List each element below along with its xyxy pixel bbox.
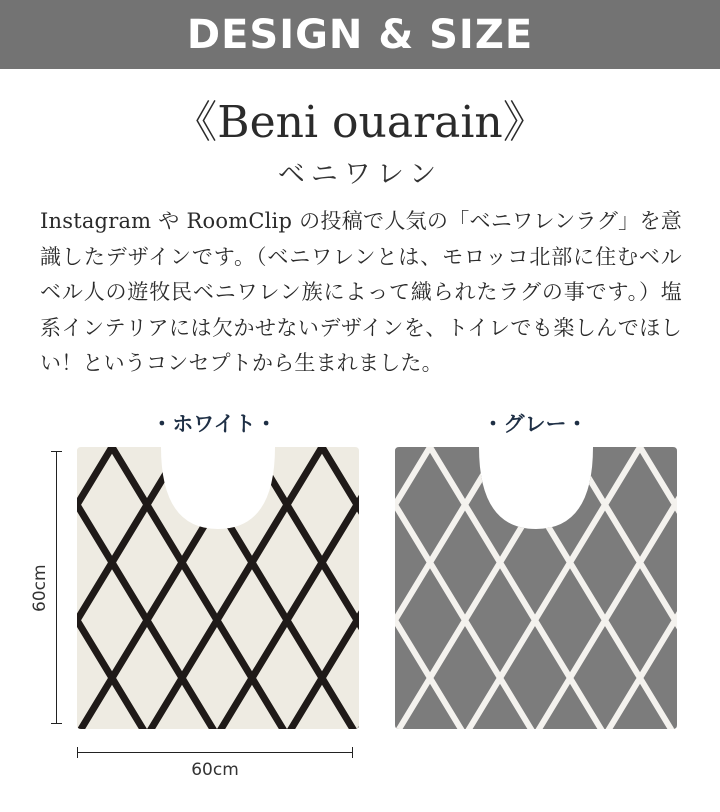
height-dimension-line <box>56 451 57 724</box>
height-dimension-cap-top <box>51 451 62 452</box>
rug-image-white <box>77 447 359 729</box>
header-banner <box>0 0 720 69</box>
product-description: Instagram や RoomClip の投稿で人気の「ベニワレンラグ」を意識したデザインです。（ベニワレンとは、モロッコ北部に住むベルベル人の遊牧民ベニワレン族によって織られたラグの事です。）塩系インテリアには欠かせないデザインを、トイレでも楽しんでほしい！というコンセプトから生まれました。 <box>40 209 682 375</box>
width-dimension-cap-right <box>352 747 353 758</box>
product-subtitle: ベニワレン <box>277 159 443 190</box>
product-title: 《Beni ouarain》 <box>173 97 547 148</box>
variant-label-grey: ・グレー・ <box>482 412 588 436</box>
rug-image-grey <box>395 447 677 729</box>
variant-label-white: ・ホワイト・ <box>151 412 277 436</box>
banner-title: DESIGN & SIZE <box>186 11 534 58</box>
width-dimension-line <box>77 752 353 753</box>
width-dimension-label: 60cm <box>191 760 239 780</box>
height-dimension-label: 60cm <box>30 564 50 612</box>
width-dimension-cap-left <box>77 747 78 758</box>
height-dimension-cap-bottom <box>51 723 62 724</box>
